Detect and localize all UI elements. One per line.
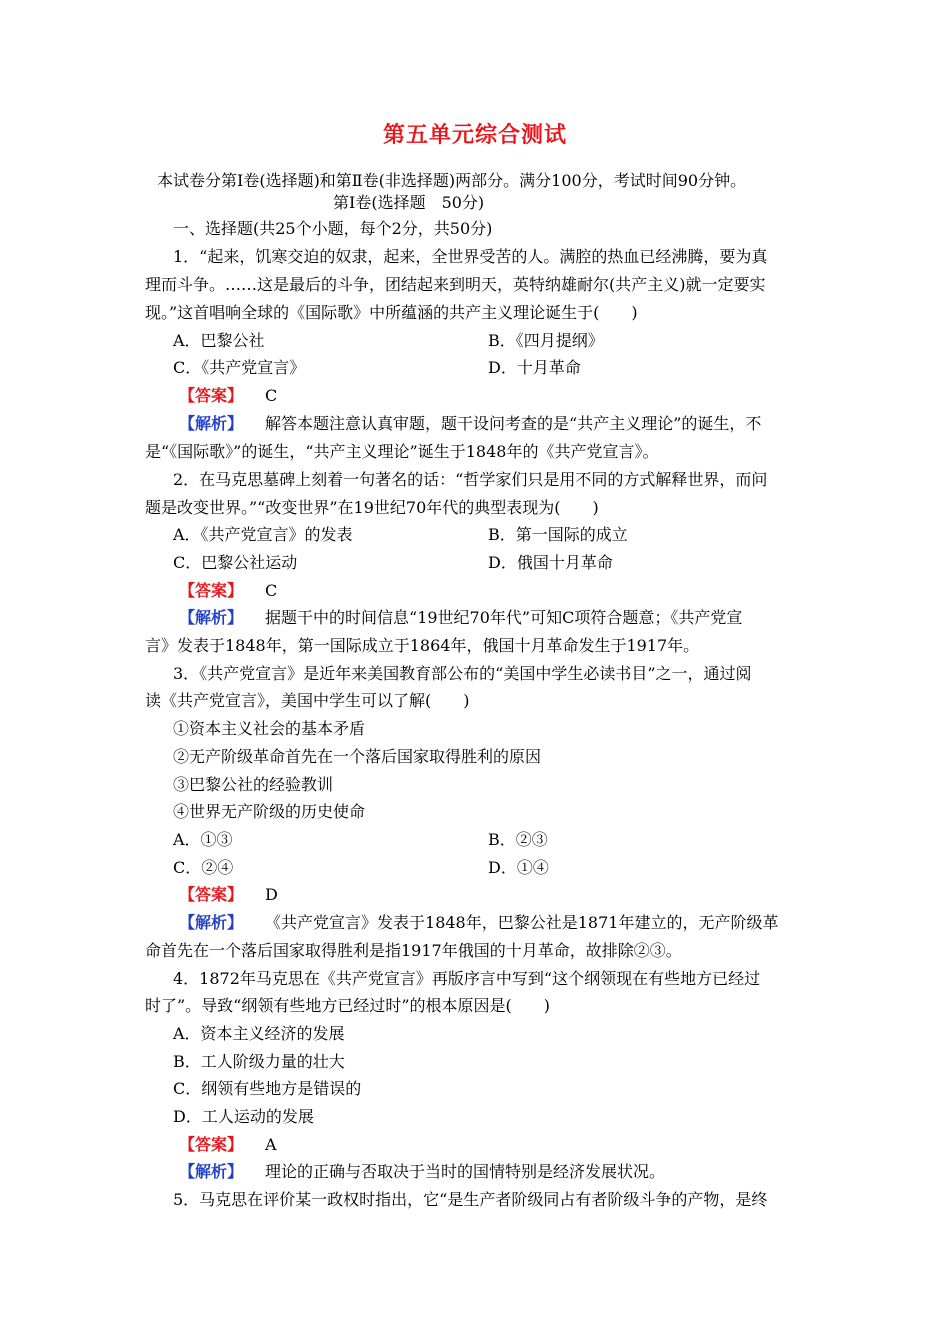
analysis-tag: 【解析】 (179, 913, 244, 932)
q1-answer-value: C (265, 386, 278, 405)
q3-option-a: A．①③ (173, 830, 233, 849)
q3-option-d: D．①④ (488, 858, 549, 877)
q4-option-a: A．资本主义经济的发展 (173, 1024, 345, 1043)
q3-item-1: ①资本主义社会的基本矛盾 (173, 719, 366, 738)
q1-answer (179, 385, 277, 407)
section-heading: 第Ⅰ卷(选择题 50分) (333, 193, 485, 212)
q3-item-4: ④世界无产阶级的历史使命 (173, 802, 366, 821)
q2-option-d: D．俄国十月革命 (488, 553, 613, 572)
q1-option-c: C．《共产党宣言》 (173, 358, 306, 377)
q4-analysis-line1: 【解析】 理论的正确与否取决于当时的国情特别是经济发展状况。 (179, 1162, 666, 1181)
q4-option-d: D．工人运动的发展 (173, 1107, 314, 1126)
q2-stem-line1: 2．在马克思墓碑上刻着一句著名的话：“哲学家们只是用不同的方式解释世界，而问 (173, 470, 768, 489)
q4-answer-value: A (265, 1135, 277, 1154)
answer-tag: 【答案】 (179, 885, 244, 904)
q3-answer-value: D (265, 885, 278, 904)
answer-tag: 【答案】 (179, 386, 244, 405)
q3-analysis-line1: 【解析】 《共产党宣言》发表于1848年，巴黎公社是1871年建立的，无产阶级革 (179, 913, 779, 932)
q1-stem-line2: 理而斗争。……这是最后的斗争，团结起来到明天，英特纳雄耐尔(共产主义)就一定要实 (145, 275, 766, 294)
q1-option-a: A．巴黎公社 (173, 331, 265, 350)
q2-answer-value: C (265, 581, 278, 600)
q4-answer (179, 1134, 277, 1156)
q1-stem-line3: 现。”这首唱响全球的《国际歌》中所蕴涵的共产主义理论诞生于( ) (145, 303, 638, 322)
q2-analysis-line1: 【解析】 据题干中的时间信息“19世纪70年代”可知C项符合题意；《共产党宣 (179, 608, 743, 627)
part-heading: 一、选择题(共25个小题，每个2分，共50分) (173, 219, 493, 238)
q1-stem-line1: 1．“起来，饥寒交迫的奴隶，起来，全世界受苦的人。满腔的热血已经沸腾，要为真 (173, 247, 768, 266)
q3-stem-line2: 读《共产党宣言》，美国中学生可以了解( ) (145, 691, 470, 710)
q4-stem-line2: 时了”。导致“纲领有些地方已经过时”的根本原因是( ) (145, 996, 551, 1015)
q2-analysis-line2: 言》发表于1848年，第一国际成立于1864年，俄国十月革命发生于1917年。 (145, 636, 700, 655)
q2-option-c: C．巴黎公社运动 (173, 553, 298, 572)
q3-option-b: B．②③ (488, 830, 548, 849)
q4-stem-line1: 4．1872年马克思在《共产党宣言》再版序言中写到“这个纲领现在有些地方已经过 (173, 969, 761, 988)
q1-analysis-line1: 【解析】 解答本题注意认真审题，题干设问考查的是“共产主义理论”的诞生，不 (179, 414, 762, 433)
q4-option-c: C．纲领有些地方是错误的 (173, 1079, 362, 1098)
q3-answer (179, 884, 278, 906)
analysis-tag: 【解析】 (179, 1162, 244, 1181)
q2-answer (179, 580, 277, 602)
analysis-tag: 【解析】 (179, 608, 244, 627)
q2-option-b: B．第一国际的成立 (488, 525, 628, 544)
analysis-tag: 【解析】 (179, 414, 244, 433)
q3-item-2: ②无产阶级革命首先在一个落后国家取得胜利的原因 (173, 747, 542, 766)
answer-tag: 【答案】 (179, 581, 244, 600)
page-title: 第五单元综合测试 (382, 122, 567, 148)
answer-tag: 【答案】 (179, 1135, 244, 1154)
q3-stem-line1: 3．《共产党宣言》是近年来美国教育部公布的“美国中学生必读书目”之一，通过阅 (173, 664, 752, 683)
exam-intro: 本试卷分第Ⅰ卷(选择题)和第Ⅱ卷(非选择题)两部分。满分100分，考试时间90分钟。 (157, 171, 747, 190)
q3-analysis-line2: 命首先在一个落后国家取得胜利是指1917年俄国的十月革命，故排除②③。 (145, 941, 682, 960)
q1-option-b: B．《四月提纲》 (488, 331, 604, 350)
q4-option-b: B．工人阶级力量的壮大 (173, 1052, 345, 1071)
q3-item-3: ③巴黎公社的经验教训 (173, 775, 334, 794)
q2-option-a: A．《共产党宣言》的发表 (173, 525, 353, 544)
q1-option-d: D．十月革命 (488, 358, 581, 377)
q5-stem-line1: 5．马克思在评价某一政权时指出，它“是生产者阶级同占有者阶级斗争的产物，是终 (173, 1190, 768, 1209)
q1-analysis-line2: 是“《国际歌》”的诞生，“共产主义理论”诞生于1848年的《共产党宣言》。 (145, 442, 659, 461)
q2-stem-line2: 题是改变世界。”“改变世界”在19世纪70年代的典型表现为( ) (145, 498, 599, 517)
q3-option-c: C．②④ (173, 858, 234, 877)
